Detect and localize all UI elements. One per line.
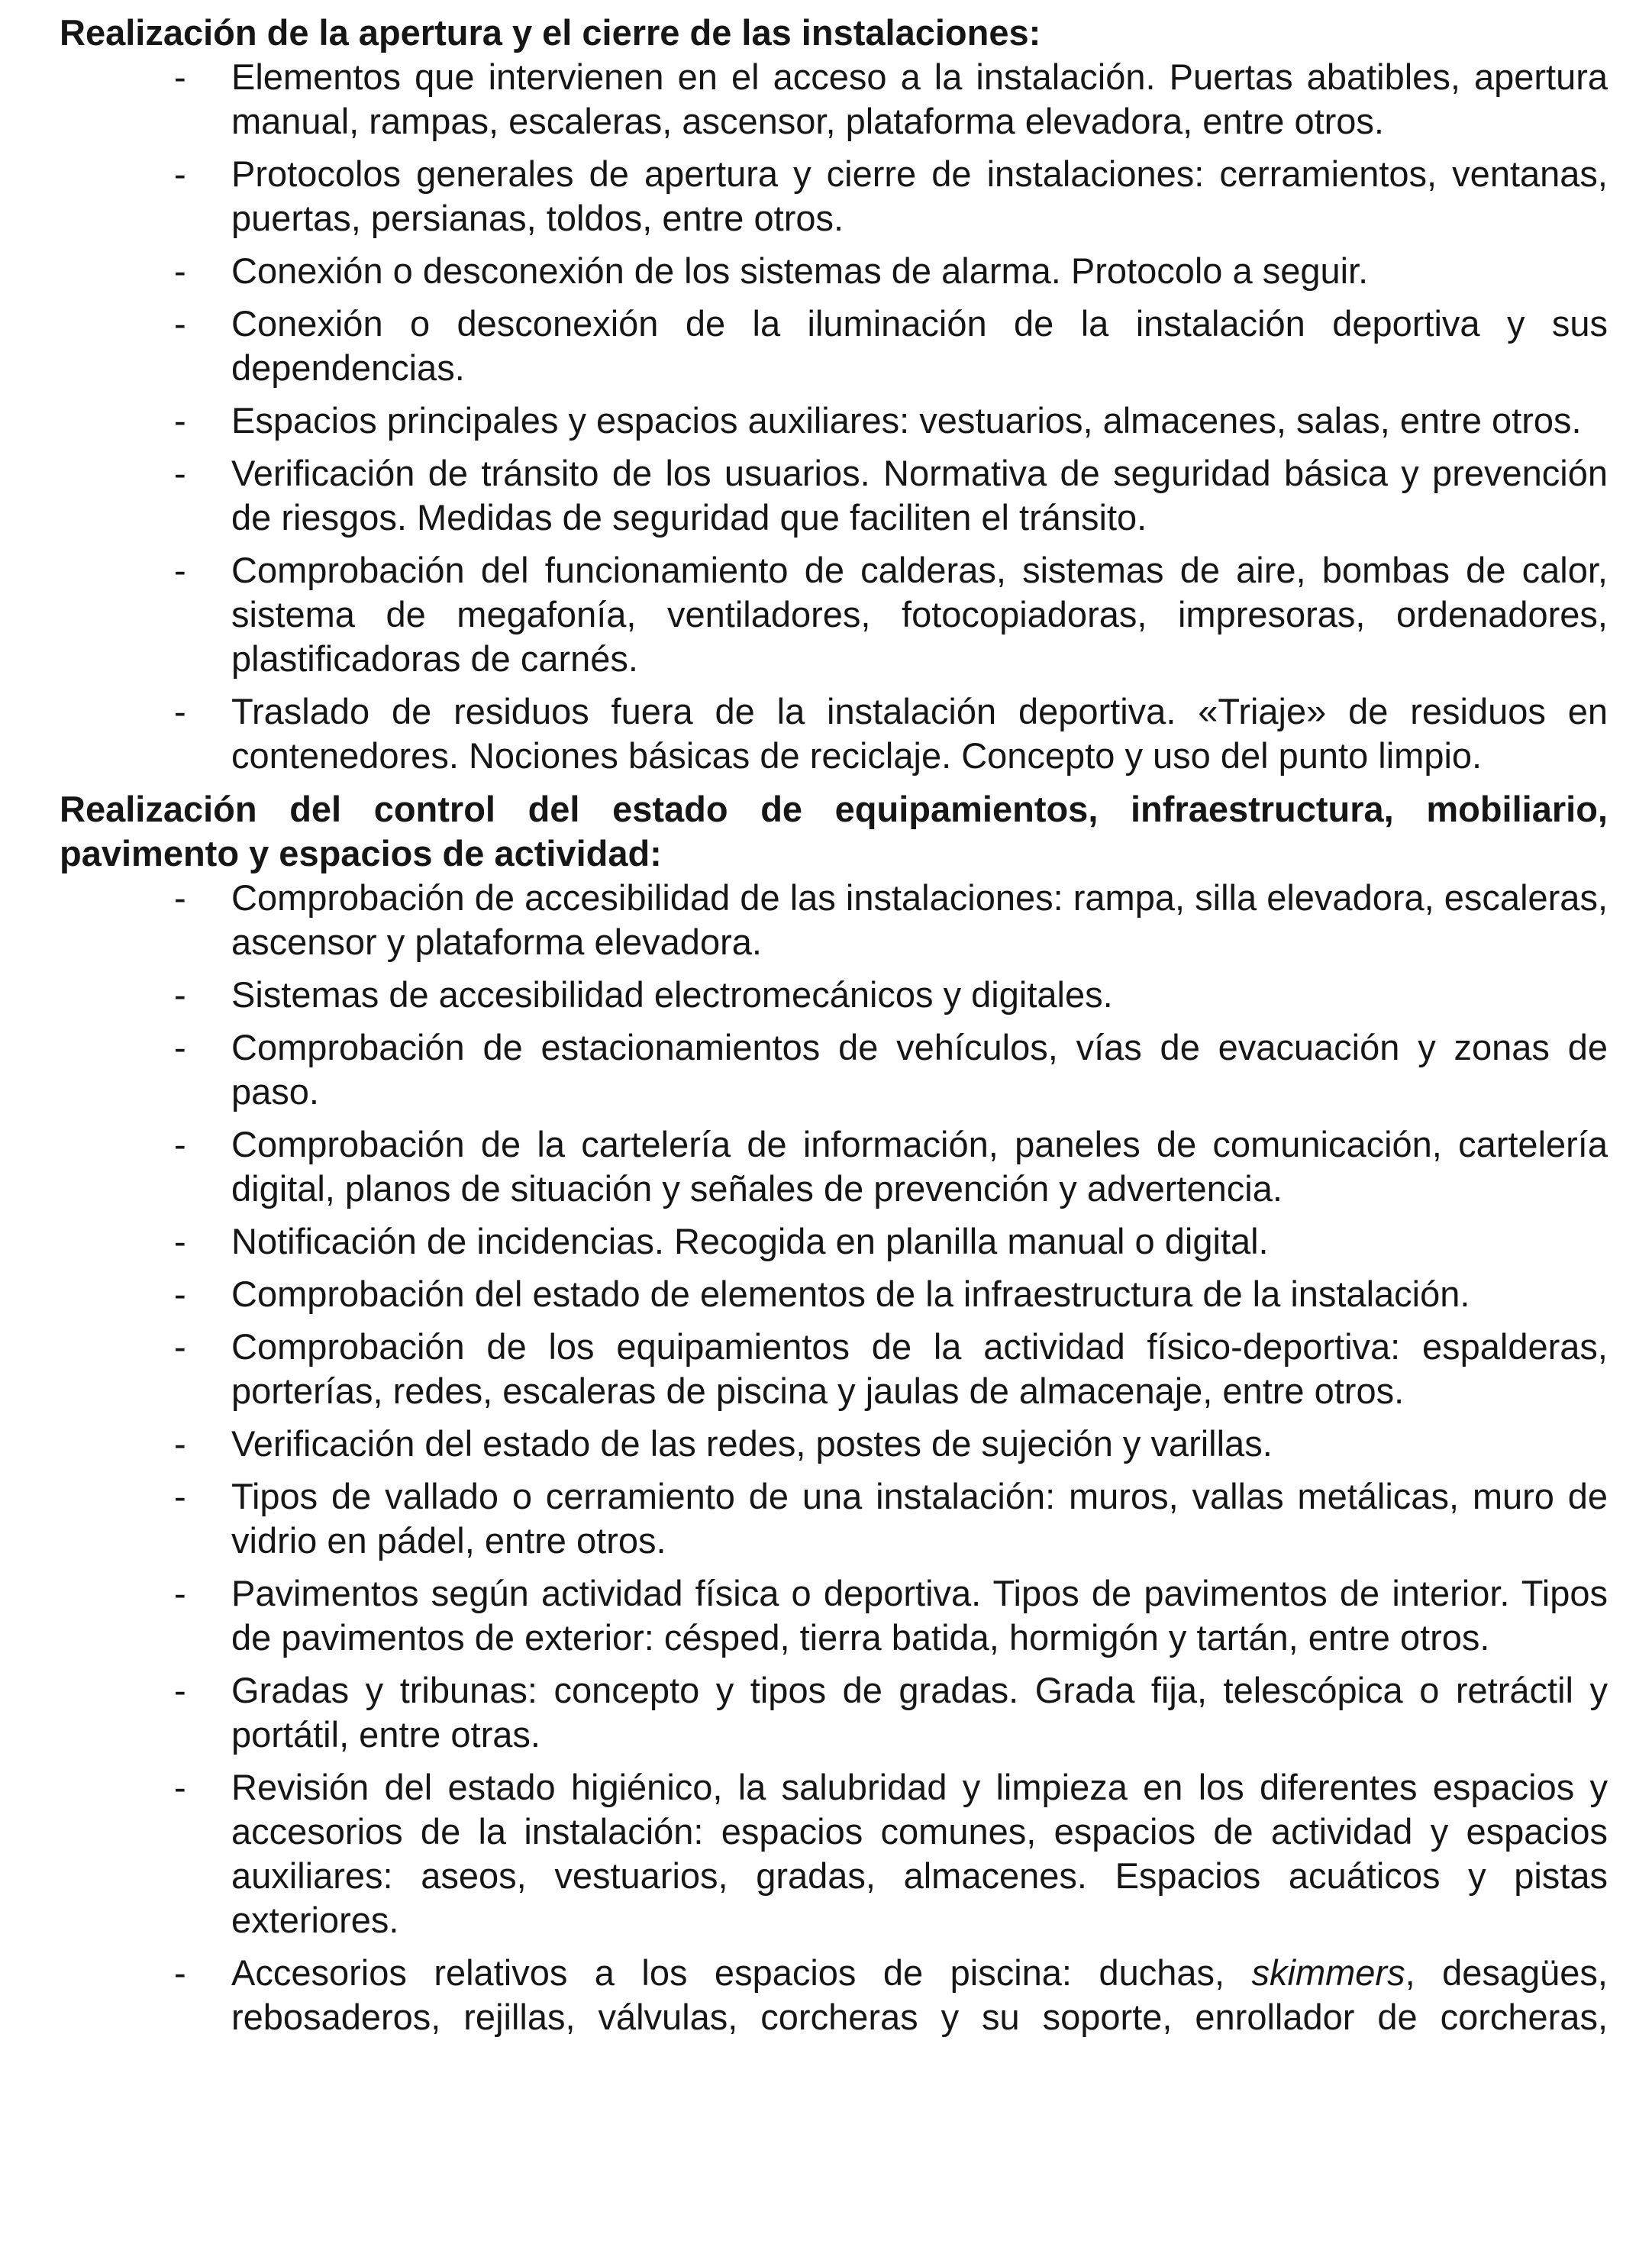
list-item bbox=[60, 399, 1608, 443]
list-item-text: Comprobación de los equipamientos de la actividad físico-deportiva: espalderas, porterías, redes, escaleras de piscina y jaulas de almacenaje, entre otros. bbox=[231, 1326, 1608, 1411]
list-item bbox=[60, 876, 1608, 964]
bullet-dash: - bbox=[174, 550, 186, 590]
list-item-emphasis: skimmers bbox=[1251, 1952, 1405, 1993]
list-item-text: Traslado de residuos fuera de la instalación deportiva. «Triaje» de residuos en contenedores. Nociones básicas de reciclaje. Concepto y uso del punto limpio. bbox=[231, 691, 1608, 776]
list-item-text: Espacios principales y espacios auxiliares: vestuarios, almacenes, salas, entre otros. bbox=[231, 400, 1582, 441]
list-item bbox=[60, 548, 1608, 681]
bullet-dash: - bbox=[174, 250, 186, 291]
bullet-dash: - bbox=[174, 1221, 186, 1261]
list-item-text: Comprobación del funcionamiento de calderas, sistemas de aire, bombas de calor, sistema de megafonía, ventiladores, fotocopiadoras, impresoras, ordenadores, plastificadoras de carnés. bbox=[231, 550, 1608, 679]
list-item-text: Comprobación de la cartelería de información, paneles de comunicación, cartelería digital, planos de situación y señales de prevención y advertencia. bbox=[231, 1124, 1608, 1209]
list-item bbox=[60, 1325, 1608, 1413]
bullet-dash: - bbox=[174, 57, 186, 97]
bullet-dash: - bbox=[174, 1124, 186, 1164]
bullet-dash: - bbox=[174, 303, 186, 344]
bullet-dash: - bbox=[174, 400, 186, 441]
list-item bbox=[60, 1668, 1608, 1757]
bullet-dash: - bbox=[174, 691, 186, 731]
list-control-estado bbox=[60, 876, 1608, 2039]
list-item-text: Gradas y tribunas: concepto y tipos de gradas. Grada fija, telescópica o retráctil y portátil, entre otras. bbox=[231, 1670, 1608, 1755]
bullet-dash: - bbox=[174, 1476, 186, 1516]
list-item bbox=[60, 152, 1608, 241]
list-item-text: Comprobación de estacionamientos de vehículos, vías de evacuación y zonas de paso. bbox=[231, 1027, 1608, 1112]
bullet-dash: - bbox=[174, 1670, 186, 1710]
list-item-text: Verificación del estado de las redes, postes de sujeción y varillas. bbox=[231, 1423, 1273, 1464]
list-item bbox=[60, 1571, 1608, 1660]
list-item-text: Conexión o desconexión de los sistemas de alarma. Protocolo a seguir. bbox=[231, 250, 1369, 291]
list-item bbox=[60, 1025, 1608, 1114]
list-item bbox=[60, 1272, 1608, 1316]
bullet-dash: - bbox=[174, 1274, 186, 1314]
list-item-text: Elementos que intervienen en el acceso a la instalación. Puertas abatibles, apertura manual, rampas, escaleras, ascensor, plataforma elevadora, entre otros. bbox=[231, 57, 1608, 141]
list-item-text: Sistemas de accesibilidad electromecánicos y digitales. bbox=[231, 974, 1113, 1015]
list-item bbox=[60, 1474, 1608, 1563]
bullet-dash: - bbox=[174, 1326, 186, 1367]
bullet-dash: - bbox=[174, 1027, 186, 1067]
list-item-text: Comprobación del estado de elementos de la infraestructura de la instalación. bbox=[231, 1274, 1470, 1314]
list-apertura-cierre bbox=[60, 55, 1608, 778]
list-item-text: Pavimentos según actividad física o deportiva. Tipos de pavimentos de interior. Tipos de pavimentos de exterior: césped, tierra batida, hormigón y tartán, entre otros. bbox=[231, 1573, 1608, 1658]
list-item bbox=[60, 1219, 1608, 1264]
section-heading-apertura-cierre: Realización de la apertura y el cierre de las instalaciones: bbox=[60, 12, 1041, 53]
list-item-text: Protocolos generales de apertura y cierre de instalaciones: cerramientos, ventanas, puertas, persianas, toldos, entre otros. bbox=[231, 153, 1608, 238]
bullet-dash: - bbox=[174, 1423, 186, 1464]
list-item-text: Revisión del estado higiénico, la salubridad y limpieza en los diferentes espacios y accesorios de la instalación: espacios comunes, espacios de actividad y espacios auxiliares: aseos, vestuarios, gradas, almacenes. Espacios acuáticos y pistas exteriores. bbox=[231, 1767, 1608, 1940]
list-item-text: Verificación de tránsito de los usuarios. Normativa de seguridad básica y prevención de riesgos. Medidas de seguridad que faciliten el tránsito. bbox=[231, 453, 1608, 538]
list-item-text: Tipos de vallado o cerramiento de una instalación: muros, vallas metálicas, muro de vidrio en pádel, entre otros. bbox=[231, 1476, 1608, 1561]
bullet-dash: - bbox=[174, 1573, 186, 1613]
list-item bbox=[60, 302, 1608, 390]
bullet-dash: - bbox=[174, 1952, 186, 1993]
list-item bbox=[60, 689, 1608, 778]
section-heading-control-estado: Realización del control del estado de equipamientos, infraestructura, mobiliario, pavimento y espacios de actividad: bbox=[60, 789, 1608, 873]
list-item bbox=[60, 1422, 1608, 1466]
bullet-dash: - bbox=[174, 153, 186, 194]
list-item bbox=[60, 249, 1608, 293]
list-item-text-before: Accesorios relativos a los espacios de piscina: duchas, bbox=[231, 1952, 1252, 1993]
list-item bbox=[60, 1765, 1608, 1942]
bullet-dash: - bbox=[174, 1767, 186, 1807]
document-page bbox=[60, 11, 1608, 2049]
list-item bbox=[60, 973, 1608, 1017]
list-item bbox=[60, 1951, 1608, 2039]
list-item bbox=[60, 451, 1608, 540]
list-item-text: Comprobación de accesibilidad de las instalaciones: rampa, silla elevadora, escaleras, ascensor y plataforma elevadora. bbox=[231, 877, 1608, 962]
list-item bbox=[60, 1122, 1608, 1211]
bullet-dash: - bbox=[174, 877, 186, 918]
list-item-text: Conexión o desconexión de la iluminación de la instalación deportiva y sus dependencias. bbox=[231, 303, 1608, 388]
bullet-dash: - bbox=[174, 974, 186, 1015]
list-item bbox=[60, 55, 1608, 144]
bullet-dash: - bbox=[174, 453, 186, 493]
list-item-text-after: , desagües, rebosaderos, rejillas, válvulas, corcheras y su soporte, enrollador de corcheras, bbox=[231, 1952, 1608, 2037]
list-item-text: Notificación de incidencias. Recogida en planilla manual o digital. bbox=[231, 1221, 1269, 1261]
